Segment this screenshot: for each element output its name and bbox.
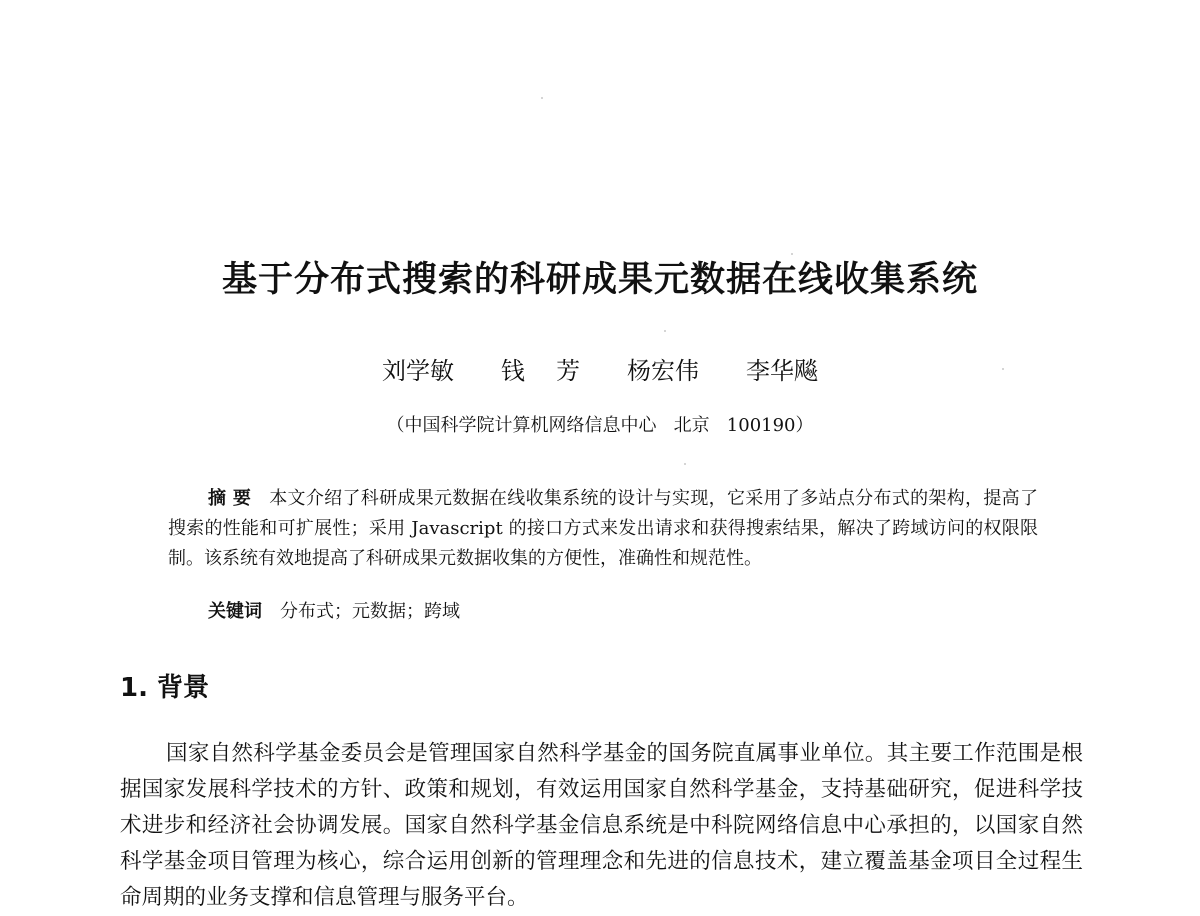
scan-speck: [684, 463, 686, 465]
body-paragraph: 国家自然科学基金委员会是管理国家自然科学基金的国务院直属事业单位。其主要工作范围是根据国家发展科学技术的方针、政策和规划，有效运用国家自然科学基金，支持基础研究，促进科学技术进步和经济社会协调发展。国家自然科学基金信息系统是中科院网络信息中心承担的，以国家自然科学基金项目管理为核心，综合运用创新的管理理念和先进的信息技术，建立覆盖基金项目全过程生命周期的业务支撑和信息管理与服务平台。: [120, 741, 1083, 910]
scan-speck: [791, 253, 793, 255]
keywords-text: 分布式；元数据；跨域: [280, 601, 460, 622]
paper-title: 基于分布式搜索的科研成果元数据在线收集系统: [221, 260, 978, 300]
scan-speck: [664, 330, 666, 332]
abstract-text: 本文介绍了科研成果元数据在线收集系统的设计与实现，它采用了多站点分布式的架构，提高了搜索的性能和可扩展性；采用 Javascript 的接口方式来发出请求和获得搜索结果，解决了跨域访问的权限限制。该系统有效地提高了科研成果元数据收集的方便性，准确性和规范性。: [168, 488, 1038, 569]
author-list: 刘学敏 钱 芳 杨宏伟 李华飚: [382, 357, 818, 385]
section-heading: 1. 背景: [120, 673, 210, 703]
author-affiliation: （中国科学院计算机网络信息中心 北京 100190）: [386, 415, 814, 436]
keywords-label: 关键词: [208, 601, 262, 622]
abstract: [168, 484, 1038, 574]
scan-speck: [541, 97, 543, 99]
abstract-label: 摘 要: [208, 488, 252, 509]
keywords: [208, 597, 460, 627]
